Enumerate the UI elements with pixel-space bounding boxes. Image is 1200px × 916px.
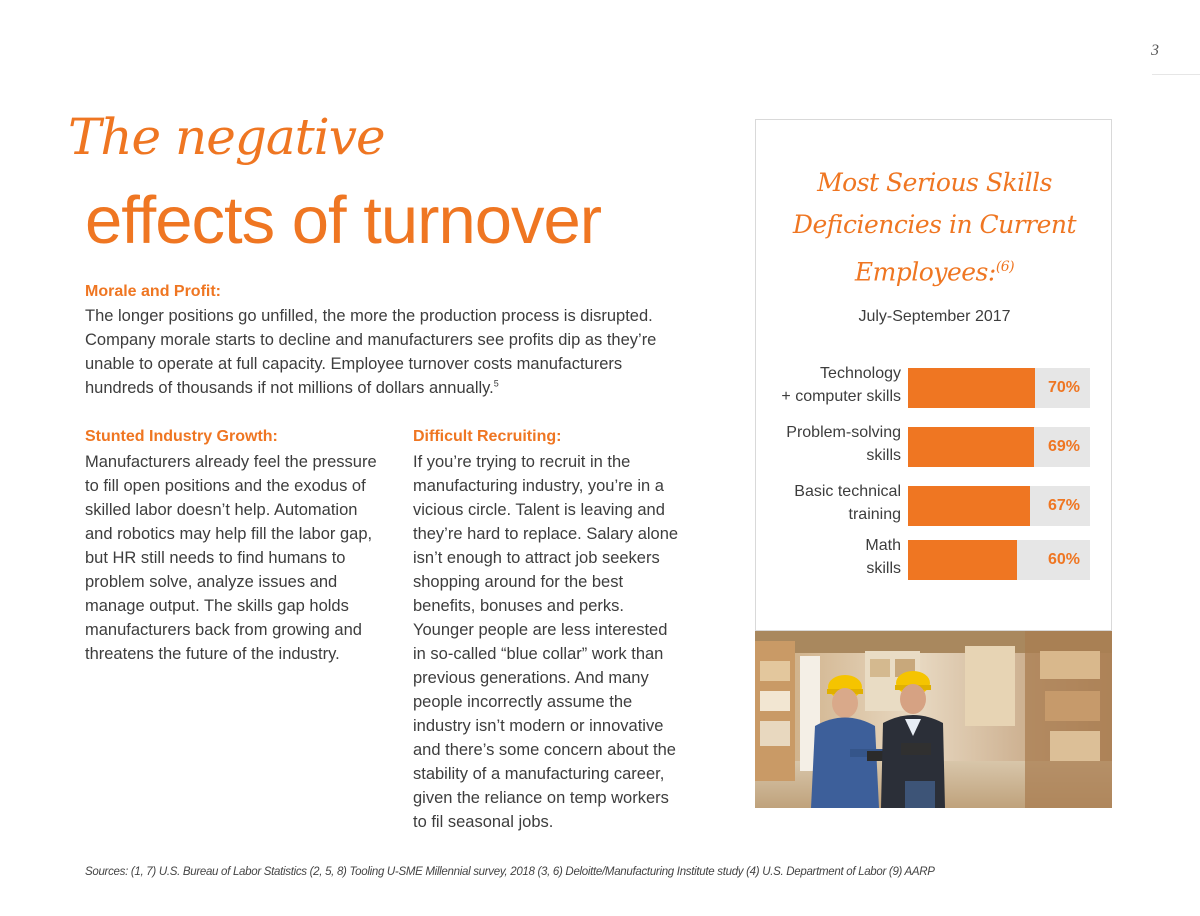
bar-category-label-line: Math xyxy=(865,537,901,554)
bar-category-label-line: Technology xyxy=(820,365,901,382)
skills-chart-panel xyxy=(755,119,1112,631)
bar-value-label: 70% xyxy=(1047,379,1080,396)
recruiting-body: If you’re trying to recruit in the manufacturing industry, you’re in a vicious circle. Talent is leaving and they’re hard to replace. Salary alone isn’t enough to attract job seekers shopping around for the best benefits, bonuses and perks. Younger people are less interested in so-called “blue collar” work than previous generations. And many people incorrectly assume the industry isn’t modern or innovative and there’s some concern about the stability of a manufacturing career, given the reliance on temp workers to fil seasonal jobs. xyxy=(413,453,679,831)
chart-title-text: Most Serious Skills Deficiencies in Current Employees: xyxy=(792,168,1077,287)
bar-category-label-line: Basic technical xyxy=(794,483,901,500)
bar-value-label: 60% xyxy=(1047,551,1080,568)
stunted-heading: Stunted Industry Growth: xyxy=(85,428,278,445)
bar-value-label: 69% xyxy=(1047,438,1080,455)
morale-footnote: 5 xyxy=(493,378,499,389)
bar-track xyxy=(908,427,1090,467)
bar-row xyxy=(756,480,1113,528)
stunted-body: Manufacturers already feel the pressure to fill open positions and the exodus of skilled labor doesn’t help. Automation and robotics may help fill the labor gap, but HR still needs to find humans to problem solve, analyze issues and manage output. The skills gap holds manufacturers back from growing and threatens the future of the industry. xyxy=(85,453,377,663)
bar-category-label xyxy=(756,480,901,526)
bar xyxy=(908,368,1035,408)
morale-heading: Morale and Profit: xyxy=(85,283,222,300)
morale-body: The longer positions go unfilled, the more the production process is disrupted. Company morale starts to decline and manufacturers see profits dip as they’re unable to operate at full capacity. Employee turnover costs manufacturers hundreds of thousands if not millions of dollars annually. xyxy=(85,307,657,397)
bar-category-label-line: skills xyxy=(866,447,901,464)
bar xyxy=(908,540,1017,580)
bar-track xyxy=(908,486,1090,526)
chart-subtitle: July-September 2017 xyxy=(858,308,1011,325)
bar-category-label-line: training xyxy=(848,506,901,523)
chart-title-footnote: (6) xyxy=(995,259,1015,275)
page-title-line-1: The negative xyxy=(68,108,385,166)
chart-title xyxy=(756,162,1113,293)
bar-category-label-line: Problem-solving xyxy=(786,424,901,441)
page-number: 3 xyxy=(1151,42,1159,59)
recruiting-heading: Difficult Recruiting: xyxy=(413,428,562,445)
warehouse-photo-illustration xyxy=(755,631,1112,808)
bar-category-label xyxy=(756,534,901,580)
bar-category-label-line: skills xyxy=(866,560,901,577)
bar-row xyxy=(756,362,1113,410)
bar xyxy=(908,427,1034,467)
sources-footnote: Sources: (1, 7) U.S. Bureau of Labor Statistics (2, 5, 8) Tooling U-SME Millennial survey, 2018 (3, 6) Deloitte/Manufacturing Institute study (4) U.S. Department of Labor (9) AARP xyxy=(85,866,935,878)
bar-category-label-line: + computer skills xyxy=(781,388,901,405)
warehouse-workers-photo xyxy=(755,631,1112,808)
bar-track xyxy=(908,368,1090,408)
bar-row xyxy=(756,534,1113,582)
bar-track xyxy=(908,540,1090,580)
page-number-divider xyxy=(1152,74,1200,75)
bar xyxy=(908,486,1030,526)
bar-category-label xyxy=(756,421,901,467)
page-title-line-2: effects of turnover xyxy=(85,183,602,258)
bar-row xyxy=(756,421,1113,469)
bar-value-label: 67% xyxy=(1047,497,1080,514)
bar-category-label xyxy=(756,362,901,408)
morale-paragraph xyxy=(85,304,695,400)
